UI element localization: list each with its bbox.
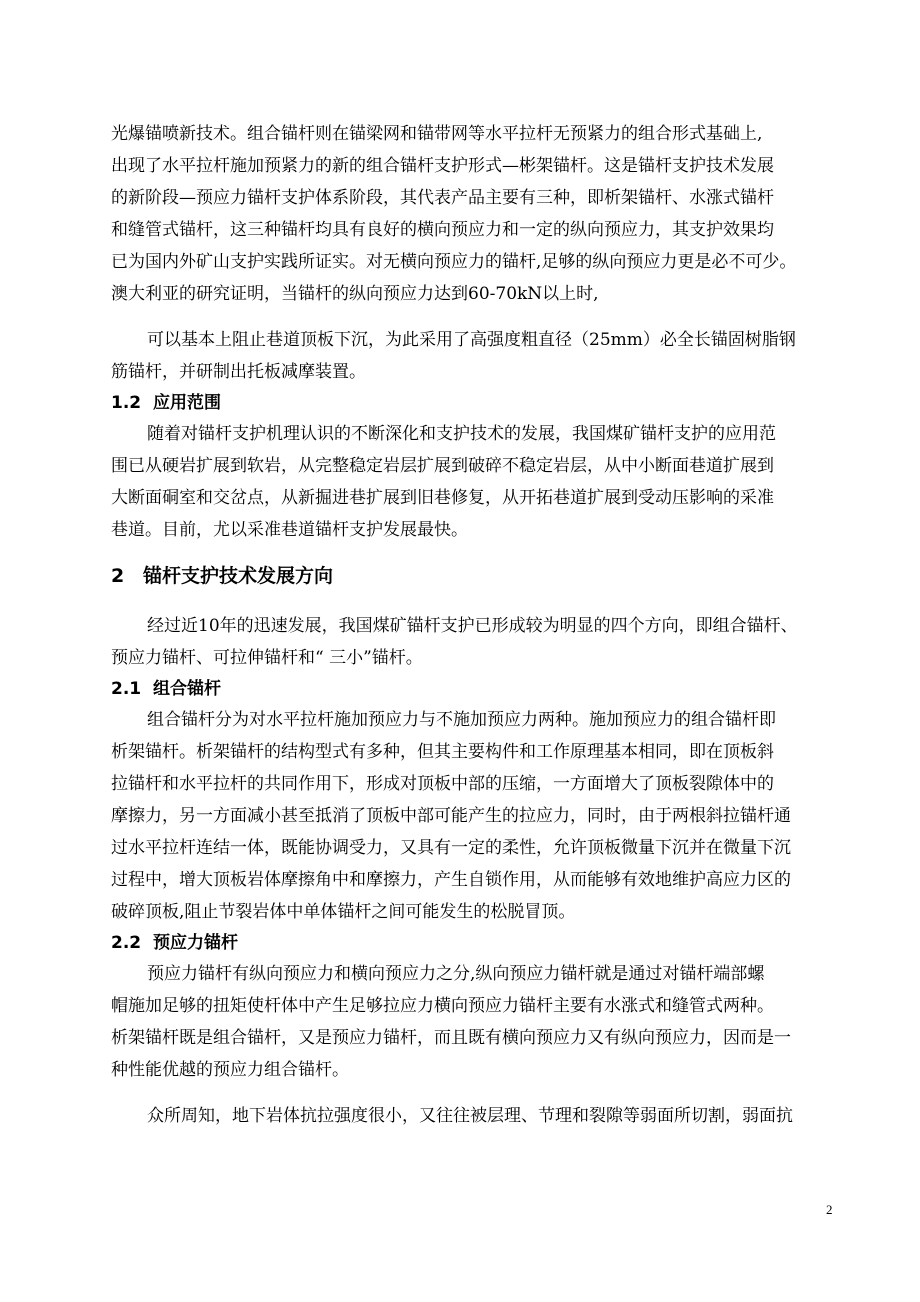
section-number: 2.1: [111, 679, 142, 699]
section-number: 2: [111, 565, 125, 587]
section-number: 1.2: [111, 393, 142, 413]
text-line: 析架锚杆。析架锚杆的结构型式有多种，但其主要构件和工作原理基本相同，即在顶板斜: [111, 742, 774, 762]
text-line: 的新阶段—预应力锚杆支护体系阶段，其代表产品主要有三种，即析架锚杆、水涨式锚杆: [111, 188, 774, 208]
text-line: 光爆锚喷新技术。组合锚杆则在锚梁网和锚带网等水平拉杆无预紧力的组合形式基础上,: [111, 124, 763, 144]
section-title: 预应力锚杆: [153, 933, 238, 953]
section-title: 组合锚杆: [153, 679, 221, 699]
text-line: 巷道。目前，尤以采准巷道锚杆支护发展最快。: [111, 520, 468, 540]
text-line: 经过近10年的迅速发展，我国煤矿锚杆支护已形成较为明显的四个方向，即组合锚杆、: [147, 616, 798, 636]
paragraph-6: [111, 958, 838, 1086]
section-number: 2.2: [111, 933, 142, 953]
text-line: 筋锚杆，并研制出托板减摩装置。: [111, 362, 366, 382]
text-line: 随着对锚杆支护机理认识的不断深化和支护技术的发展，我国煤矿锚杆支护的应用范: [147, 424, 776, 444]
page-number: 2: [826, 1202, 833, 1217]
text-line: 摩擦力，另一方面减小甚至抵消了顶板中部可能产生的拉应力，同时，由于两根斜拉锚杆通: [111, 806, 791, 826]
text-line: 析架锚杆既是组合锚杆，又是预应力锚杆，而且既有横向预应力又有纵向预应力，因而是一: [111, 1028, 791, 1048]
section-heading-2-1: [111, 674, 838, 704]
text-line: 澳大利亚的研究证明，当锚杆的纵向预应力达到60-70kN以上时,: [111, 284, 599, 304]
section-heading-1-2: [111, 388, 838, 418]
text-line: 已为国内外矿山支护实践所证实。对无横向预应力的锚杆,足够的纵向预应力更是必不可少。: [111, 252, 797, 272]
text-line: 组合锚杆分为对水平拉杆施加预应力与不施加预应力两种。施加预应力的组合锚杆即: [147, 710, 776, 730]
text-line: 大断面硐室和交岔点，从新掘进巷扩展到旧巷修复，从开拓巷道扩展到受动压影响的采准: [111, 488, 774, 508]
text-line: 拉锚杆和水平拉杆的共同作用下，形成对顶板中部的压缩，一方面增大了顶板裂隙体中的: [111, 774, 774, 794]
paragraph-7: [111, 1100, 838, 1132]
paragraph-2: [111, 324, 838, 388]
document-body: [111, 118, 838, 1132]
text-line: 和缝管式锚杆，这三种锚杆均具有良好的横向预应力和一定的纵向预应力，其支护效果均: [111, 220, 774, 240]
text-line: 可以基本上阻止巷道顶板下沉，为此采用了高强度粗直径（25mm）必全长锚固树脂钢: [147, 330, 796, 350]
text-line: 出现了水平拉杆施加预紧力的新的组合锚杆支护形式—彬架锚杆。这是锚杆支护技术发展: [111, 156, 774, 176]
text-line: 预应力锚杆、可拉伸锚杆和“ 三小”锚杆。: [111, 648, 423, 668]
text-line: 种性能优越的预应力组合锚杆。: [111, 1060, 349, 1080]
paragraph-1: [111, 118, 838, 310]
text-line: 过水平拉杆连结一体，既能协调受力，又具有一定的柔性，允许顶板微量下沉并在微量下沉: [111, 838, 791, 858]
text-line: 众所周知，地下岩体抗拉强度很小，又往往被层理、节理和裂隙等弱面所切割，弱面抗: [147, 1106, 793, 1126]
paragraph-3: [111, 418, 838, 546]
section-title: 应用范围: [153, 393, 221, 413]
text-line: 帽施加足够的扭矩使杆体中产生足够拉应力横向预应力锚杆主要有水涨式和缝管式两种。: [111, 996, 774, 1016]
section-heading-2: [111, 560, 838, 592]
section-heading-2-2: [111, 928, 838, 958]
paragraph-5: [111, 704, 838, 928]
text-line: 围已从硬岩扩展到软岩，从完整稳定岩层扩展到破碎不稳定岩层，从中小断面巷道扩展到: [111, 456, 774, 476]
text-line: 预应力锚杆有纵向预应力和横向预应力之分,纵向预应力锚杆就是通过对锚杆端部螺: [147, 964, 765, 984]
section-title: 锚杆支护技术发展方向: [143, 565, 334, 587]
text-line: 破碎顶板,阻止节裂岩体中单体锚杆之间可能发生的松脱冒顶。: [111, 902, 576, 922]
paragraph-4: [111, 610, 838, 674]
text-line: 过程中，增大顶板岩体摩擦角中和摩擦力，产生自锁作用，从而能够有效地维护高应力区的: [111, 870, 791, 890]
